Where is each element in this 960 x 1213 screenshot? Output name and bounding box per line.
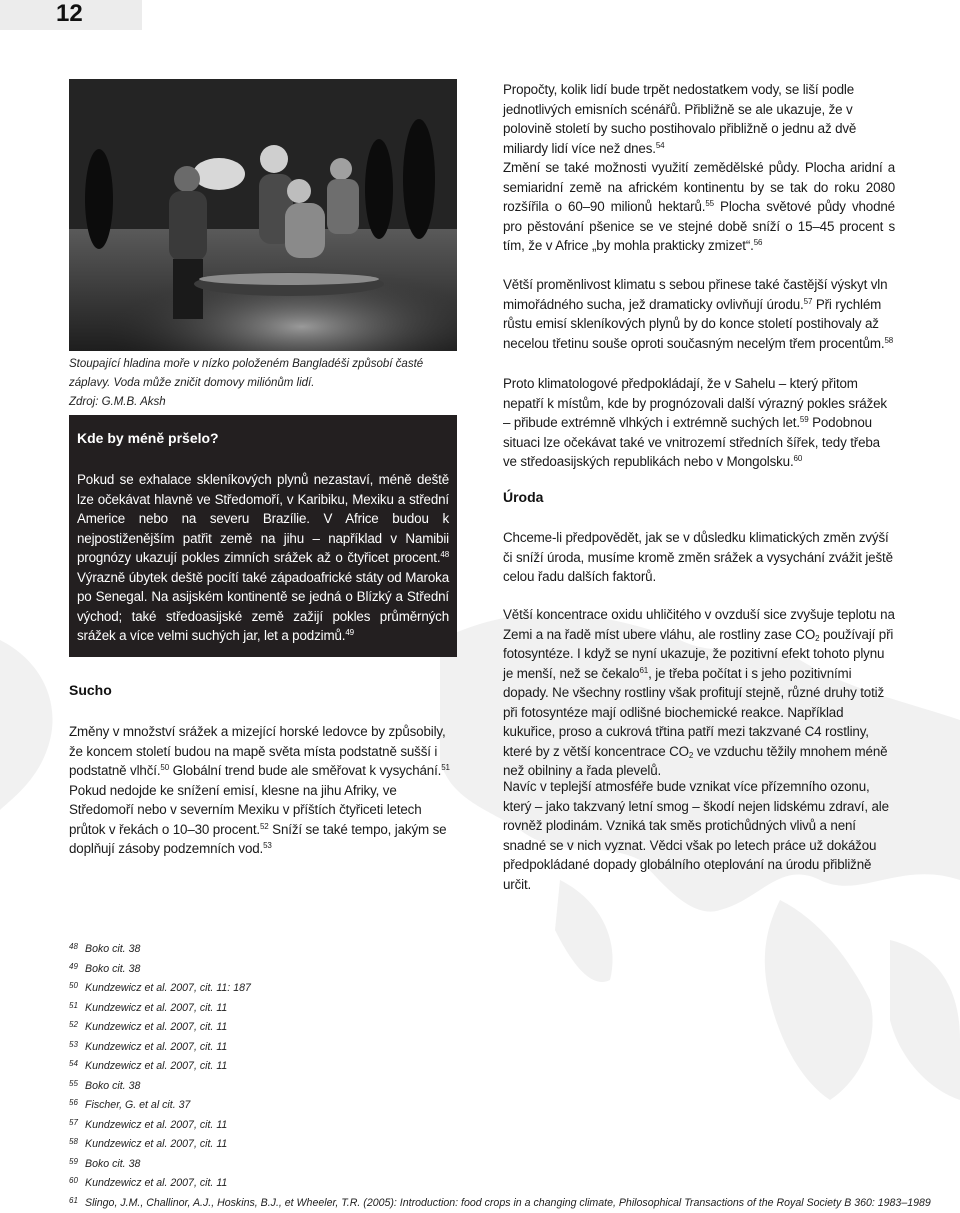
footnote: 57 Kundzewicz et al. 2007, cit. 11 [69,1117,228,1131]
flood-photo-image [69,79,457,351]
footnote: 59 Boko cit. 38 [69,1156,141,1170]
right-paragraph-3: Větší proměnlivost klimatu s sebou přinese také častější výskyt vln mimořádného sucha, jež dramaticky ovlivňují úrodu.$^{57}$ Při rychlém růstu emisí skleníkových plynů by do konce století postihovaly až necelou třetinu souše oproti současným necelým třem procentům.$^{58}$ [503,277,894,351]
footnotes [69,937,949,1210]
section-title-sucho: Sucho [69,682,112,698]
right-paragraph-1: Propočty, kolik lidí bude trpět nedostatkem vody, se liší podle jednotlivých emisních scénářů. Přibližně se ale ukazuje, že v polovině století by sucho postihovalo přibližně o jednu až dvě miliardy lidí více než dnes.$^{54}$ [503,82,857,156]
sidebar-box [69,415,457,657]
footnote: 61 Slingo, J.M., Challinor, A.J., Hoskins, B.J., et Wheeler, T.R. (2005): Introduction: food crops in a changing climate, Philosophical Transactions of the Royal Society B 360: 1983–1989 [69,1195,931,1209]
footnote: 53 Kundzewicz et al. 2007, cit. 11 [69,1039,228,1053]
footnote: 50 Kundzewicz et al. 2007, cit. 11: 187 [69,981,251,994]
footnote: 49 Boko cit. 38 [69,961,141,975]
footnote-ref: 49 [345,628,354,637]
footnote: 60 Kundzewicz et al. 2007, cit. 11 [69,1176,228,1189]
box-title: Kde by méně pršelo? [77,430,219,446]
right-paragraph-6: Větší koncentrace oxidu uhličitého v ovzduší sice zvyšuje teplotu na Zemi a na řadě míst ubere vláhu, ale rostliny zase $CO_2$ používají při fotosyntéze. I když se nyní ukazuje, že pozitivní efekt tohoto plynu je menší, než se čekalo$^{61}$, je třeba počítat i s jeho pozitivními dopady. Ne všechny rostliny však profitují stejně, různé druhy totiž při fotosyntéze mají odlišné biochemické reakce. Například kukuřice, proso a cukrová třtina patří mezi takzvané C4 rostliny, které by z větší koncentrace $CO_2$ ve vzduchu těžily mnohem méně než obilniny a řada plevelů. [503,607,895,778]
box-text: Pokud se exhalace skleníkových plynů nezastaví, méně deště lze očekávat hlavně ve Středomoří, v Karibiku, Mexiku a střední Americe nebo na severu Brazílie. V Africe budou k nejpostiženějším patřit země na jihu – například v Namibii prognózy ukazují pokles zimních srážek až o čtyřicet procent.$^{48}$ Výrazně úbytek deště pocítí také západoafrické státy od Maroka po Senegal. Na asijském kontinentě se jedná o Blízký a Střední východ; také středoasijské země zažijí pokles průměrných srážek a více velmi suchých jar, let a podzimů.$^{49}$ [77,472,449,643]
right-paragraph-7: Navíc v teplejší atmosféře bude vznikat více přízemního ozonu, který – jako takzvaný letní smog – škodí nejen lidskému zdraví, ale rovněž plodinám. Vzniká tak směs protichůdných vlivů a není snadné se v nich vyznat. Vědci však po letech práce už dokážou předpokládané dopady globálního oteplování na úrodu přibližně určit. [503,779,889,892]
footnote: 56 Fischer, G. et al cit. 37 [69,1098,191,1111]
page-number-box [0,0,142,30]
footnote: 48 Boko cit. 38 [69,942,141,955]
footnote: 52 Kundzewicz et al. 2007, cit. 11 [69,1020,228,1033]
photo-caption [69,355,459,412]
right-paragraph-4: Proto klimatologové předpokládají, že v Sahelu – který přitom nepatří k místům, kde by prognózovali další výrazný pokles srážek – přibude extrémně vlhkých i extrémně suchých let.$^{59}$ Podobnou situaci lze očekávat také ve vnitrozemí středních šířek, tedy třeba ve středoasijských republikách nebo v Mongolsku.$^{60}$ [503,376,887,469]
footnote: 55 Boko cit. 38 [69,1078,141,1092]
caption-text: Stoupající hladina moře v nízko položeném Bangladéši způsobí časté záplavy. Voda může zničit domovy miliónům lidí. [69,358,424,389]
sucho-paragraph: Změny v množství srážek a mizející horské ledovce by způsobily, že koncem století budou na mapě světa místa podstatně sušší i podstatně vlhčí.$^{50}$ Globální trend bude ale směřovat k vysychání.$^{51}$ Pokud nedojde ke snížení emisí, klesne na jihu Afriky, ve Středomoří nebo v severním Mexiku v příštích čtyřiceti letech průtok v řekách o 10–30 procent.$^{52}$ Sníží se také tempo, jakým se doplňují zásoby podzemních vod.$^{53}$ [69,724,450,856]
footnote: 51 Kundzewicz et al. 2007, cit. 11 [69,1000,228,1014]
section-title-uroda: Úroda [503,489,544,505]
footnote-ref: 48 [440,550,449,559]
right-paragraph-5: Chceme-li předpovědět, jak se v důsledku klimatických změn zvýší či sníží úroda, musíme kromě změn srážek a vysychání zvážit ještě celou řadu dalších faktorů. [503,530,893,584]
footnote: 54 Kundzewicz et al. 2007, cit. 11 [69,1059,228,1072]
page-number: 12 [56,0,83,27]
footnote: 58 Kundzewicz et al. 2007, cit. 11 [69,1137,228,1150]
right-paragraph-2: Změní se také možnosti využití zemědělské půdy. Plocha aridní a semiaridní země na africkém kontinentu by se tak do roku 2080 rozšířila o 60–90 milionů hektarů.$^{55}$ Plocha světové půdy vhodné pro pěstování pšenice se ve stejné době sníží o 15–45 procent s tím, že v Africe „by mohla prakticky zmizet“.$^{56}$ [503,160,895,253]
photo-credit: Zdroj: G.M.B. Aksh [69,396,166,408]
